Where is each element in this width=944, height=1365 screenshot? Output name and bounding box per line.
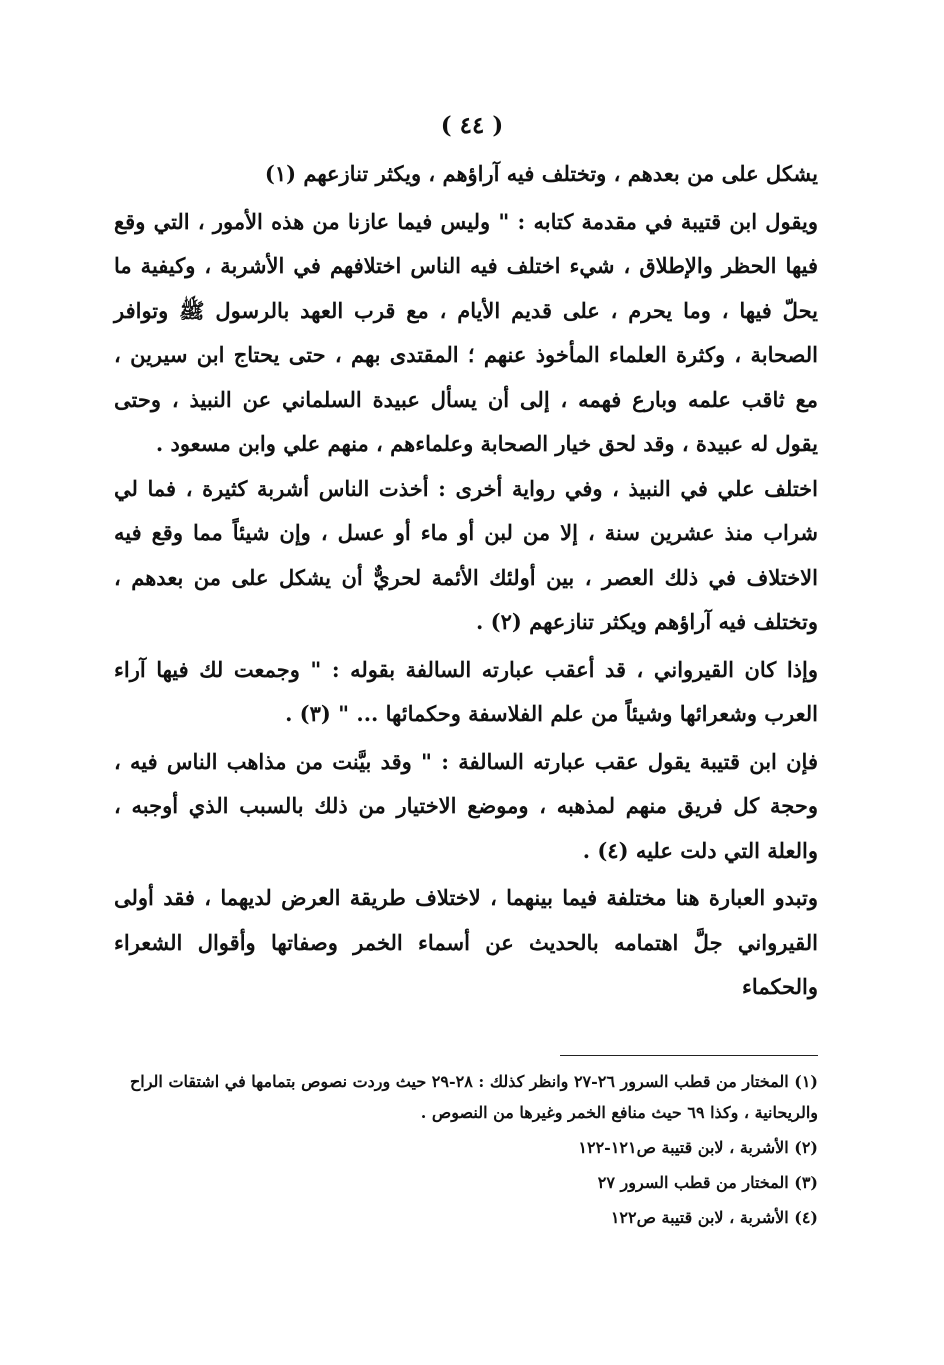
body-text — [114, 152, 818, 1010]
footnote: (٣) المختار من قطب السرور ٢٧ — [597, 1173, 818, 1192]
footnote-divider — [560, 1055, 818, 1056]
footnotes — [110, 1066, 818, 1233]
paragraph: وإذا كان القيرواني ، قد أعقب عبارته السالفة بقوله : " وجمعت لك فيها آراء العرب وشعرائها وشيئاً من علم الفلاسفة وحكمائها ... " (٣) . — [114, 656, 818, 726]
footnote: (٢) الأشربة ، لابن قتيبة ص١٢١-١٢٢ — [578, 1138, 818, 1157]
paragraph: وتبدو العبارة هنا مختلفة فيما بينهما ، لاختلاف طريقة العرض لديهما ، فقد أولى القيرواني جلَّ اهتمامه بالحديث عن أسماء الخمر وصفاتها وأقوال الشعراء والحكماء — [114, 885, 818, 999]
paragraph: فإن ابن قتيبة يقول عقب عبارته السالفة : " وقد بيَّنت من مذاهب الناس فيه ، وحجة كل فريق منهم لمذهبه ، وموضع الاختيار من ذلك بالسبب الذي أوجبه ، والعلة التي دلت عليه (٤) . — [114, 748, 818, 863]
footnote: (٤) الأشربة ، لابن قتيبة ص١٢٢ — [610, 1208, 818, 1227]
page-number: ( ٤٤ ) — [440, 112, 504, 139]
paragraph: اختلف علي في النبيذ ، وفي رواية أخرى : أخذت الناس أشربة كثيرة ، فما لي شراب منذ عشرين سنة ، إلا من لبن أو ماء أو عسل ، وإن شيئاً مما وقع فيه الاختلاف في ذلك العصر ، بين أولئك الأئمة لحريٌّ أن يشكل على من بعدهم ، وتختلف فيه آراؤهم ويكثر تنازعهم (٢) . — [114, 475, 818, 634]
footnote: (١) المختار من قطب السرور ٢٦-٢٧ وانظر كذلك : ٢٨-٢٩ حيث وردت نصوص بتمامها في اشتقات الراح والريحانية ، وكذا ٦٩ حيث منافع الخمر وغيرها من النصوص . — [129, 1072, 818, 1122]
paragraph: يشكل على من بعدهم ، وتختلف فيه آراؤهم ، ويكثر تنازعهم (١) — [264, 161, 818, 186]
paragraph: ويقول ابن قتيبة في مقدمة كتابه : " وليس فيما عازنا من هذه الأمور ، التي وقع فيها الحظر والإطلاق ، شيء اختلف فيه الناس اختلافهم في الأشربة ، وكيفية ما يحلّ فيها ، وما يحرم ، على قديم الأيام ، مع قرب العهد بالرسول ﷺ وتوافر الصحابة ، وكثرة العلماء المأخوذ عنهم ؛ المقتدى بهم ، حتى يحتاج ابن سيرين ، مع ثاقب علمه وبارع فهمه ، إلى أن يسأل عبيدة السلماني عن النبيذ ، وحتى يقول له عبيدة ، وقد لحق خيار الصحابة وعلماءهم ، منهم علي وابن مسعود . — [114, 208, 818, 456]
